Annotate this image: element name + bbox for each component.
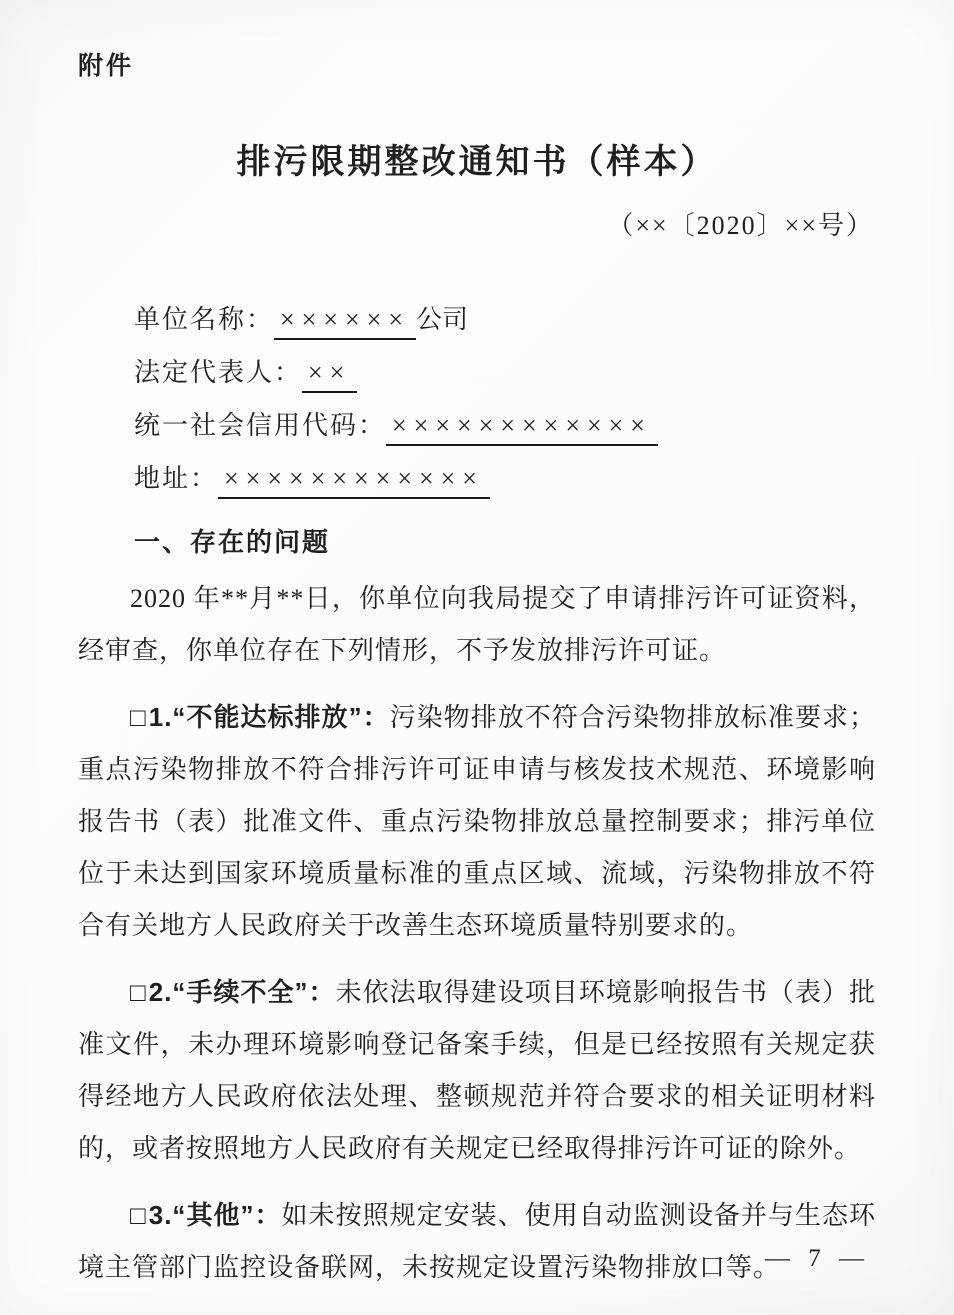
field-value-underlined: ×××××××××××× — [386, 409, 658, 446]
list-item-1 — [78, 691, 876, 952]
item-term: 2.“手续不全”： — [148, 977, 336, 1007]
document-title: 排污限期整改通知书（样本） — [236, 143, 718, 181]
checkbox-icon: □ — [130, 1200, 147, 1230]
field-value-underlined: ×× — [302, 356, 357, 393]
item-term: 1.“不能达标排放”： — [148, 702, 390, 732]
field-label: 地址： — [134, 464, 219, 493]
field-value-underlined: ×××××× — [274, 303, 416, 340]
field-unit-name — [134, 300, 876, 353]
item-text: 未依法取得建设项目环境影响报告书（表）批准文件，未办理环境影响登记备案手续，但是已经按照有关规定获得经地方人民政府依法处理、整顿规范并符合要求的相关证明材料的，或者按照地方人民政府有关规定已经取得排污许可证的除外。 — [78, 978, 876, 1163]
field-label: 单位名称： — [134, 305, 275, 334]
attachment-label: 附件 — [78, 52, 135, 80]
field-legal-representative — [134, 353, 876, 406]
checkbox-icon: □ — [130, 977, 147, 1007]
section-heading: 一、存在的问题 — [134, 527, 331, 557]
field-address — [134, 459, 876, 512]
field-label: 统一社会信用代码： — [134, 411, 387, 440]
item-text: 污染物排放不符合污染物排放标准要求；重点污染物排放不符合排污许可证申请与核发技术规范、环境影响报告书（表）批准文件、重点污染物排放总量控制要求；排污单位位于未达到国家环境质量标准的重点区域、流域，污染物排放不符合有关地方人民政府关于改善生态环境质量特别要求的。 — [78, 703, 876, 940]
item-text: 如未按照规定安装、使用自动监测设备并与生态环境主管部门监控设备联网，未按规定设置污染物排放口等。 — [78, 1201, 876, 1282]
field-suffix: 公司 — [416, 305, 469, 334]
field-label: 法定代表人： — [134, 358, 303, 387]
document-number: （××〔2020〕××号） — [607, 211, 874, 240]
item-term: 3.“其他”： — [148, 1200, 282, 1230]
checkbox-icon: □ — [130, 702, 147, 732]
intro-paragraph: 2020 年**月**日，你单位向我局提交了申请排污许可证资料，经审查，你单位存在下列情形，不予发放排污许可证。 — [78, 584, 876, 665]
list-item-3 — [78, 1189, 876, 1294]
header-fields — [134, 300, 876, 512]
field-credit-code — [134, 406, 876, 459]
field-value-underlined: ×××××××××××× — [218, 462, 490, 499]
list-item-2 — [78, 966, 876, 1175]
page-number: — 7 — — [765, 1245, 870, 1272]
